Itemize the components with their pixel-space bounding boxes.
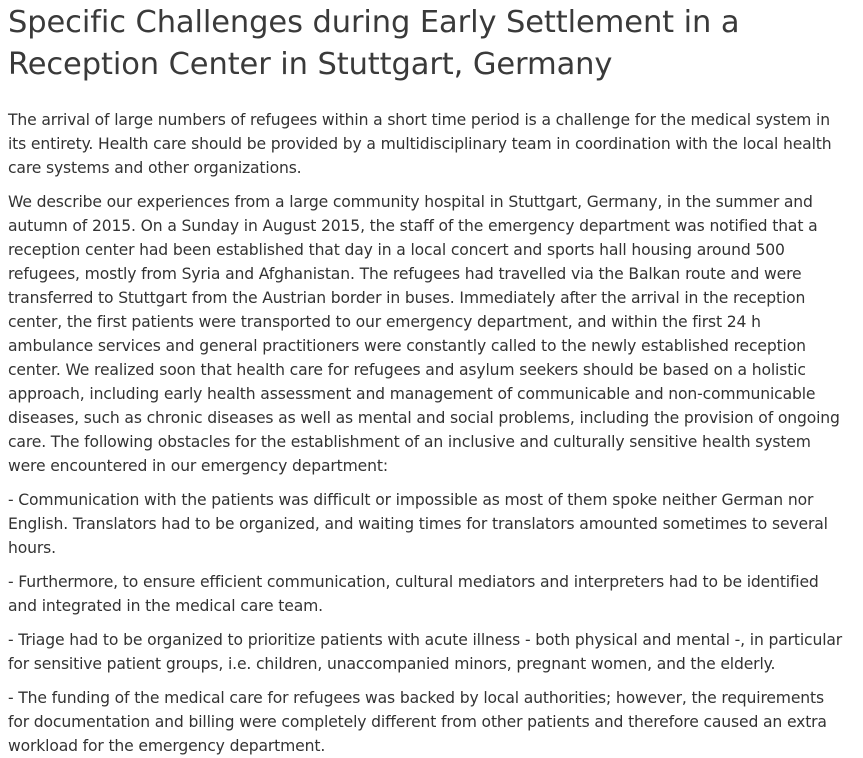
article (8, 0, 843, 758)
paragraph-triage: - Triage had to be organized to prioritize patients with acute illness - both physical and mental -, in particular for sensitive patient groups, i.e. children, unaccompanied minors, pregnant women, and the elderly. (8, 631, 843, 673)
paragraph-funding: - The funding of the medical care for refugees was backed by local authorities; however, the requirements for documentation and billing were completely different from other patients and therefore caused an extra workload for the emergency department. (8, 689, 827, 755)
article-title: Specific Challenges during Early Settlement in a Reception Center in Stuttgart, Germany (8, 5, 740, 82)
paragraph-experience: We describe our experiences from a large community hospital in Stuttgart, Germany, in the summer and autumn of 2015. On a Sunday in August 2015, the staff of the emergency department was notified that a reception center had been established that day in a local concert and sports hall housing around 500 refugees, mostly from Syria and Afghanistan. The refugees had travelled via the Balkan route and were transferred to Stuttgart from the Austrian border in buses. Immediately after the arrival in the reception center, the first patients were transported to our emergency department, and within the first 24 h ambulance services and general practitioners were constantly called to the newly established reception center. We realized soon that health care for refugees and asylum seekers should be based on a holistic approach, including early health assessment and management of communicable and non-communicable diseases, such as chronic diseases as well as mental and social problems, including the provision of ongoing care. The following obstacles for the establishment of an inclusive and culturally sensitive health system were encountered in our emergency department: (8, 193, 840, 475)
paragraph-intro: The arrival of large numbers of refugees within a short time period is a challenge for the medical system in its entirety. Health care should be provided by a multidisciplinary team in coordination with the local health care systems and other organizations. (8, 111, 832, 177)
paragraph-mediators: - Furthermore, to ensure efficient communication, cultural mediators and interpreters had to be identified and integrated in the medical care team. (8, 573, 819, 615)
paragraph-communication: - Communication with the patients was difficult or impossible as most of them spoke neither German nor English. Translators had to be organized, and waiting times for translators amounted sometimes to several hours. (8, 491, 828, 557)
